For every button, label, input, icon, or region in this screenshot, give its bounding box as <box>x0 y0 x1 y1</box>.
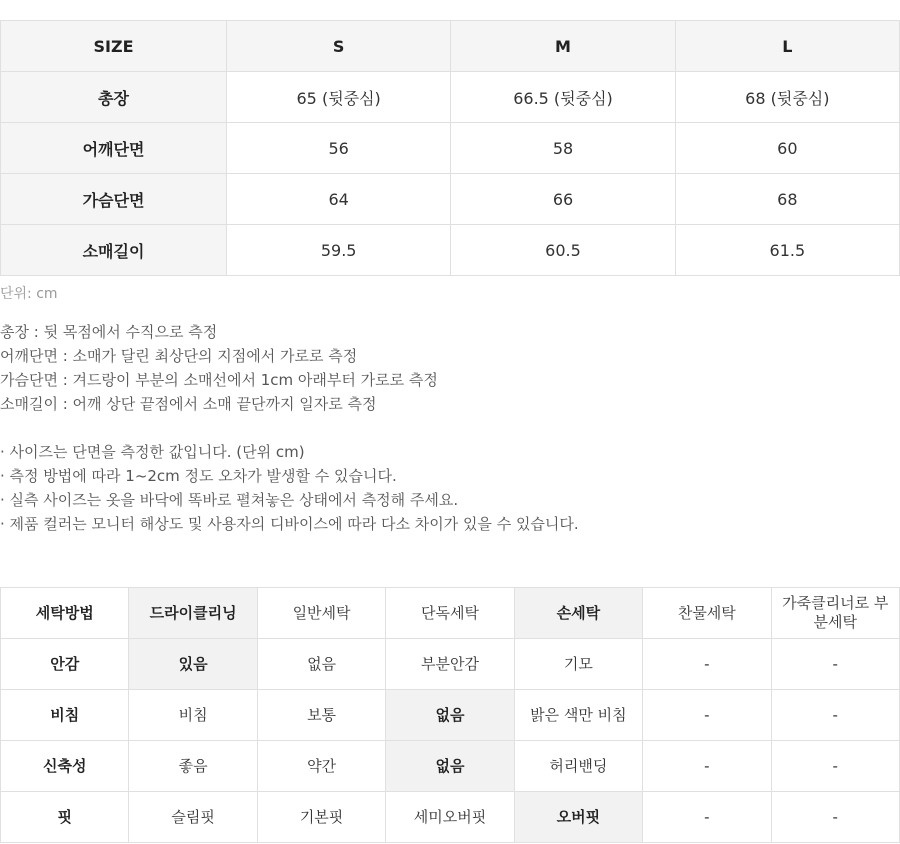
fabric-info-row <box>1 690 900 741</box>
size-row-label: 어깨단면 <box>1 123 227 174</box>
size-row <box>1 174 900 225</box>
size-cell: 68 (뒷중심) <box>675 72 899 123</box>
fabric-cell: 밝은 색만 비침 <box>514 690 642 741</box>
bullet-note: · 제품 컬러는 모니터 해상도 및 사용자의 디바이스에 따라 다소 차이가 있을 수 있습니다. <box>0 515 579 533</box>
fabric-cell: 없음 <box>257 639 385 690</box>
fabric-cell: - <box>643 639 771 690</box>
fabric-info-row <box>1 741 900 792</box>
fabric-cell: 일반세탁 <box>257 588 385 639</box>
measurement-note: 총장 : 뒷 목점에서 수직으로 측정 <box>0 323 218 341</box>
size-cell: 66.5 (뒷중심) <box>451 72 675 123</box>
size-cell: 58 <box>451 123 675 174</box>
size-header-cell: M <box>451 21 675 72</box>
size-cell: 60 <box>675 123 899 174</box>
bullet-notes <box>0 440 579 536</box>
size-cell: 56 <box>227 123 451 174</box>
fabric-cell: 세미오버핏 <box>386 792 514 843</box>
fabric-cell-selected: 있음 <box>129 639 257 690</box>
fabric-cell: 가죽클리너로 부분세탁 <box>771 588 899 639</box>
fabric-info-table <box>0 587 900 843</box>
size-cell: 68 <box>675 174 899 225</box>
fabric-cell-selected: 없음 <box>386 690 514 741</box>
fabric-cell: - <box>643 690 771 741</box>
fabric-cell: 부분안감 <box>386 639 514 690</box>
fabric-info-row <box>1 588 900 639</box>
fabric-cell: 찬물세탁 <box>643 588 771 639</box>
size-cell: 65 (뒷중심) <box>227 72 451 123</box>
fabric-row-label: 신축성 <box>1 741 129 792</box>
bullet-note: · 실측 사이즈는 옷을 바닥에 똑바로 펼쳐놓은 상태에서 측정해 주세요. <box>0 491 459 509</box>
size-header-cell: SIZE <box>1 21 227 72</box>
fabric-info-row <box>1 792 900 843</box>
fabric-cell-selected: 오버핏 <box>514 792 642 843</box>
fabric-cell: 기본핏 <box>257 792 385 843</box>
fabric-cell-selected: 손세탁 <box>514 588 642 639</box>
size-row-label: 가슴단면 <box>1 174 227 225</box>
fabric-cell: - <box>771 639 899 690</box>
size-row-label: 소매길이 <box>1 225 227 276</box>
fabric-cell: 기모 <box>514 639 642 690</box>
fabric-cell-selected: 없음 <box>386 741 514 792</box>
fabric-cell: - <box>643 792 771 843</box>
fabric-row-label: 안감 <box>1 639 129 690</box>
unit-label: 단위: cm <box>0 286 58 302</box>
fabric-cell: 약간 <box>257 741 385 792</box>
bullet-note: · 사이즈는 단면을 측정한 값입니다. (단위 cm) <box>0 443 305 461</box>
measurement-note: 소매길이 : 어깨 상단 끝점에서 소매 끝단까지 일자로 측정 <box>0 395 377 413</box>
fabric-cell: - <box>771 741 899 792</box>
measurement-notes <box>0 320 438 416</box>
fabric-info-row <box>1 639 900 690</box>
size-row <box>1 225 900 276</box>
size-row <box>1 72 900 123</box>
size-cell: 66 <box>451 174 675 225</box>
size-row-label: 총장 <box>1 72 227 123</box>
size-cell: 61.5 <box>675 225 899 276</box>
fabric-cell: - <box>643 741 771 792</box>
size-header-cell: L <box>675 21 899 72</box>
size-table <box>0 20 900 276</box>
fabric-cell: 보통 <box>257 690 385 741</box>
fabric-cell-selected: 드라이클리닝 <box>129 588 257 639</box>
fabric-cell: 비침 <box>129 690 257 741</box>
fabric-cell: 허리밴딩 <box>514 741 642 792</box>
fabric-row-label: 핏 <box>1 792 129 843</box>
fabric-cell: 슬림핏 <box>129 792 257 843</box>
size-header-row <box>1 21 900 72</box>
fabric-cell: - <box>771 792 899 843</box>
measurement-note: 어깨단면 : 소매가 달린 최상단의 지점에서 가로로 측정 <box>0 347 358 365</box>
size-cell: 64 <box>227 174 451 225</box>
fabric-cell: - <box>771 690 899 741</box>
fabric-cell: 좋음 <box>129 741 257 792</box>
size-row <box>1 123 900 174</box>
size-cell: 59.5 <box>227 225 451 276</box>
fabric-cell: 단독세탁 <box>386 588 514 639</box>
fabric-row-label: 비침 <box>1 690 129 741</box>
size-cell: 60.5 <box>451 225 675 276</box>
measurement-note: 가슴단면 : 겨드랑이 부분의 소매선에서 1cm 아래부터 가로로 측정 <box>0 371 438 389</box>
bullet-note: · 측정 방법에 따라 1~2cm 정도 오차가 발생할 수 있습니다. <box>0 467 397 485</box>
fabric-row-label: 세탁방법 <box>1 588 129 639</box>
size-header-cell: S <box>227 21 451 72</box>
